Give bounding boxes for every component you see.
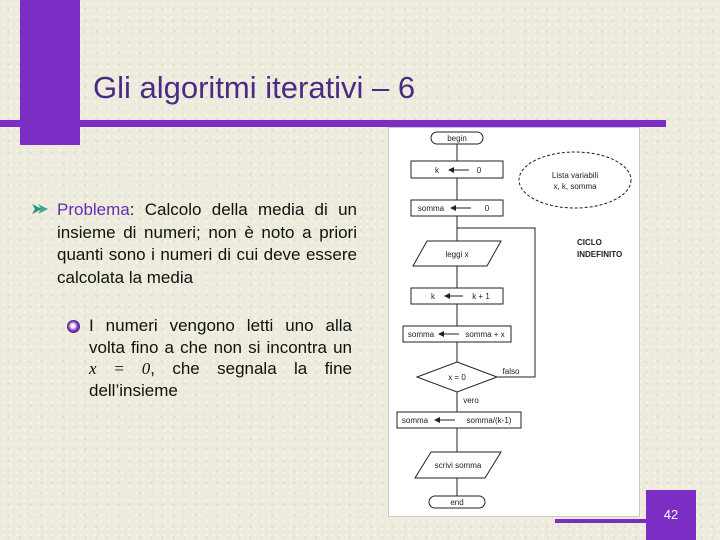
fc-init-somma-var: somma (417, 204, 445, 213)
fc-incr-k-var: k (431, 292, 435, 301)
fc-vars-note-line1: Lista variabili (551, 171, 599, 180)
fc-acc-somma-var: somma (407, 330, 435, 339)
fc-init-k-val: 0 (476, 166, 482, 175)
fc-false-label: falso (502, 367, 520, 376)
fc-avg-expr: somma/(k-1) (466, 416, 512, 425)
fc-incr-k-expr: k + 1 (472, 292, 490, 301)
fc-begin-label: begin (447, 134, 467, 143)
fc-vars-note (519, 152, 631, 208)
reading-bullet (89, 315, 352, 401)
fc-read-label: leggi x (445, 250, 469, 259)
slide-number: 42 (663, 507, 679, 522)
fc-init-k-var: k (435, 166, 439, 175)
fc-init-somma-val: 0 (484, 204, 490, 213)
fc-write-label: scrivi somma (434, 461, 482, 470)
fc-avg-var: somma (401, 416, 429, 425)
round-bullet-icon (67, 320, 80, 333)
title-underline (0, 120, 666, 127)
problem-keyword: Problema (57, 200, 130, 219)
fc-acc-somma-expr: somma + x (465, 330, 505, 339)
problem-bullet (57, 199, 357, 289)
fc-vars-note-line2: x, k, somma (553, 182, 597, 191)
arrow-bullet-icon (32, 203, 48, 215)
reading-text-before: I numeri vengono letti uno alla volta fino a che non si incontra un (89, 316, 352, 357)
fc-end-label: end (450, 498, 464, 507)
stop-condition-math: x = 0 (89, 359, 151, 378)
flowchart-figure (388, 127, 640, 517)
fc-true-label: vero (463, 396, 479, 405)
problem-text: : Calcolo della media di un insieme di numeri; non è noto a priori quanti sono i numeri di cui deve essere calcolata la media (57, 200, 357, 287)
fc-condition-label: x = 0 (448, 373, 466, 382)
fc-loop-note-line1: CICLO (577, 238, 602, 247)
reading-text-after: , che segnala la fine dell’insieme (89, 359, 352, 400)
fc-loop-note-line2: INDEFINITO (577, 250, 623, 259)
slide-title: Gli algoritmi iterativi – 6 (93, 70, 416, 105)
